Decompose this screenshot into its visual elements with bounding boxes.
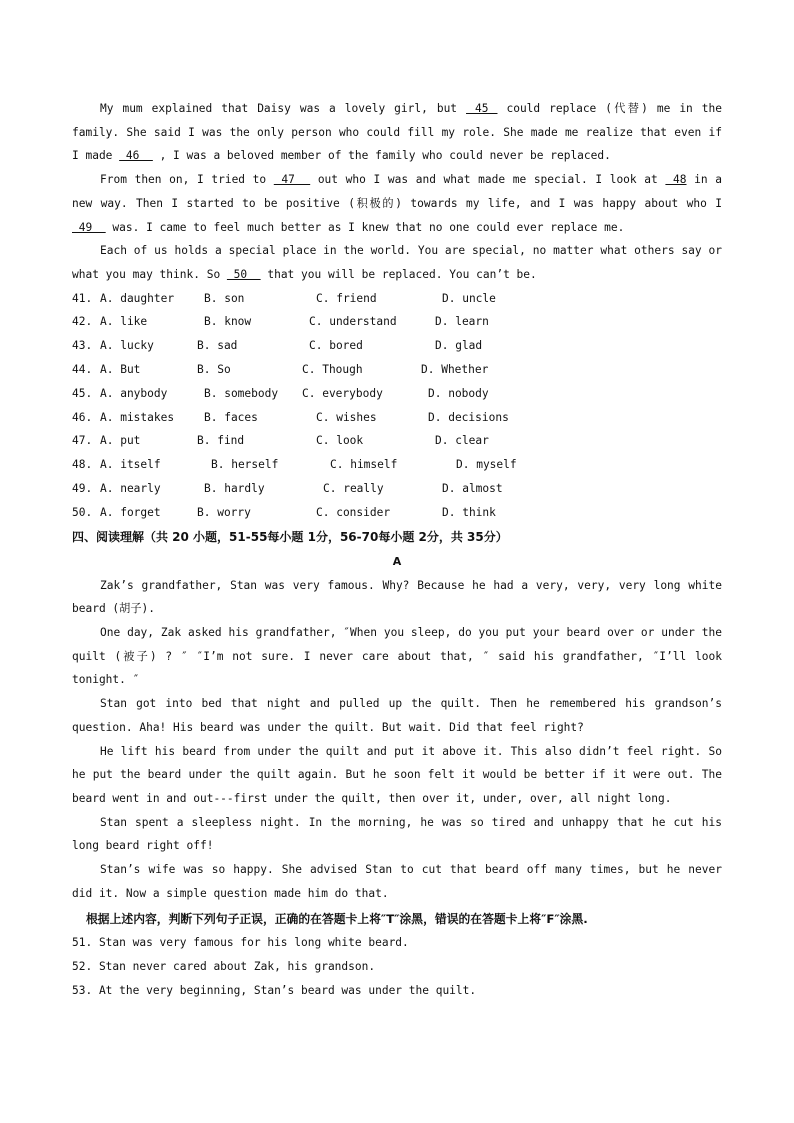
passage-paragraph-2 (72, 168, 722, 239)
option-a: A. daughter (100, 291, 175, 305)
option-b: B. find (197, 434, 245, 448)
option-c: C. Though (302, 363, 363, 377)
question-number: 47. (72, 434, 93, 448)
instruction: 根据上述内容，判断下列句子正误，正确的在答题卡上将″T″涂黑，错误的在答题卡上将″F″涂黑. (86, 912, 588, 927)
option-row-48 (72, 453, 722, 477)
text: From then on, I tried to (100, 173, 274, 187)
option-d: D. glad (435, 339, 483, 353)
option-c: C. consider (316, 505, 391, 519)
option-b: B. somebody (204, 386, 279, 400)
option-row-45 (72, 382, 722, 406)
option-row-43 (72, 334, 722, 358)
text: that you will be replaced. You can’t be. (260, 267, 537, 281)
option-c: C. friend (316, 291, 377, 305)
option-d: D. almost (442, 482, 503, 495)
option-a: A. itself (100, 458, 161, 472)
question-number: 44. (72, 363, 93, 377)
passage-paragraph-1 (72, 97, 722, 168)
option-b: B. sad (197, 339, 238, 353)
reading-paragraph: Zak’s grandfather, Stan was very famous. Why? Because he had a very, very, very long white beard (胡子). (72, 578, 722, 616)
option-a: A. mistakes (100, 410, 175, 424)
option-c: C. wishes (316, 410, 377, 424)
blank-49: 49 (72, 220, 106, 234)
question-number: 50. (72, 505, 93, 519)
option-c: C. everybody (302, 386, 383, 400)
text: was. I came to feel much better as I knew that no one could ever replace me. (105, 220, 625, 234)
reading-paragraph: One day, Zak asked his grandfather, ″When you sleep, do you put your beard over or under the quilt (被子) ? ″ ″I’m not sure. I never care about that, ″ said his grandfather, ″I’ll look tonight. ″ (72, 626, 722, 687)
option-c: C. really (323, 482, 384, 495)
option-a: A. nearly (100, 482, 161, 495)
option-b: B. know (204, 315, 252, 329)
reading-paragraph: Stan got into bed that night and pulled up the quilt. Then he remembered his grandson’s question. Aha! His beard was under the quilt. But wait. Did that feel right? (72, 697, 722, 734)
text: could replace (代替) me in the family. She said I was the only person who could fill my role. She made me realize that even if I made (72, 102, 722, 163)
question-51: 51. Stan was very famous for his long white beard. (72, 936, 409, 950)
option-b: B. hardly (204, 482, 265, 495)
option-row-42 (72, 310, 722, 334)
option-c: C. himself (330, 458, 398, 472)
option-a: A. anybody (100, 386, 168, 400)
option-a: A. lucky (100, 339, 154, 353)
option-d: D. decisions (428, 410, 509, 424)
option-d: D. clear (435, 434, 489, 448)
blank-47: 47 (273, 173, 311, 187)
text: in a new way. Then I started to be positive (积极的) towards my life, and I was happy about who I (72, 173, 722, 210)
reading-paragraph: He lift his beard from under the quilt and put it above it. This also didn’t feel right. So he put the beard under the quilt again. But he soon felt it would be better if it were out. The beard went in and out---first under the quilt, then over it, under, over, all night long. (72, 744, 722, 805)
option-row-46 (72, 406, 722, 430)
blank-50: 50 (226, 267, 261, 281)
question-number: 49. (72, 482, 93, 495)
reading-paragraph: Stan spent a sleepless night. In the morning, he was so tired and unhappy that he cut his long beard right off! (72, 815, 722, 853)
question-number: 48. (72, 458, 93, 472)
question-number: 46. (72, 410, 93, 424)
option-b: B. worry (197, 505, 251, 519)
option-b: B. son (204, 291, 245, 305)
option-d: D. uncle (442, 291, 496, 305)
section-title: 四、阅读理解（共 20 小题，51-55每小题 1分，56-70每小题 2分，共 35分） (72, 529, 508, 544)
option-d: D. myself (456, 458, 517, 472)
option-b: B. faces (204, 410, 258, 424)
option-row-47 (72, 429, 722, 453)
option-d: D. think (442, 505, 496, 519)
blank-45: 45 (466, 102, 498, 115)
option-d: D. nobody (428, 386, 489, 400)
question-number: 45. (72, 386, 93, 400)
text: , I was a beloved member of the family who could never be replaced. (152, 149, 611, 163)
question-number: 42. (72, 315, 93, 329)
question-52: 52. Stan never cared about Zak, his grandson. (72, 960, 376, 974)
text: out who I was and what made me special. I look at (310, 173, 666, 187)
option-row-49 (72, 477, 722, 501)
options-list (72, 287, 722, 525)
option-c: C. bored (309, 339, 363, 353)
reading-paragraph: Stan’s wife was so happy. She advised Stan to cut that beard off many times, but he never did it. Now a simple question made him do that. (72, 863, 722, 900)
option-a: A. like (100, 315, 148, 329)
option-a: A. forget (100, 505, 161, 519)
question-53: 53. At the very beginning, Stan’s beard was under the quilt. (72, 983, 477, 997)
option-c: C. understand (309, 315, 397, 329)
question-number: 43. (72, 339, 93, 353)
passage-paragraph-3 (72, 239, 722, 286)
option-row-50 (72, 501, 722, 525)
option-a: A. put (100, 434, 141, 448)
option-c: C. look (316, 434, 364, 448)
option-b: B. So (197, 363, 231, 377)
option-b: B. herself (211, 458, 279, 472)
question-number: 41. (72, 291, 93, 305)
text: Each of us holds a special place in the world. You are special, no matter what others say or what you may think. So (72, 244, 722, 281)
blank-48: 48 (665, 173, 687, 187)
option-d: D. learn (435, 315, 489, 329)
content (72, 97, 722, 1003)
blank-46: 46 (119, 149, 153, 163)
part-title: A (392, 554, 402, 568)
option-a: A. But (100, 363, 141, 377)
text: My mum explained that Daisy was a lovely girl, but (100, 102, 467, 115)
option-row-44 (72, 358, 722, 382)
option-d: D. Whether (421, 363, 489, 377)
option-row-41 (72, 287, 722, 311)
